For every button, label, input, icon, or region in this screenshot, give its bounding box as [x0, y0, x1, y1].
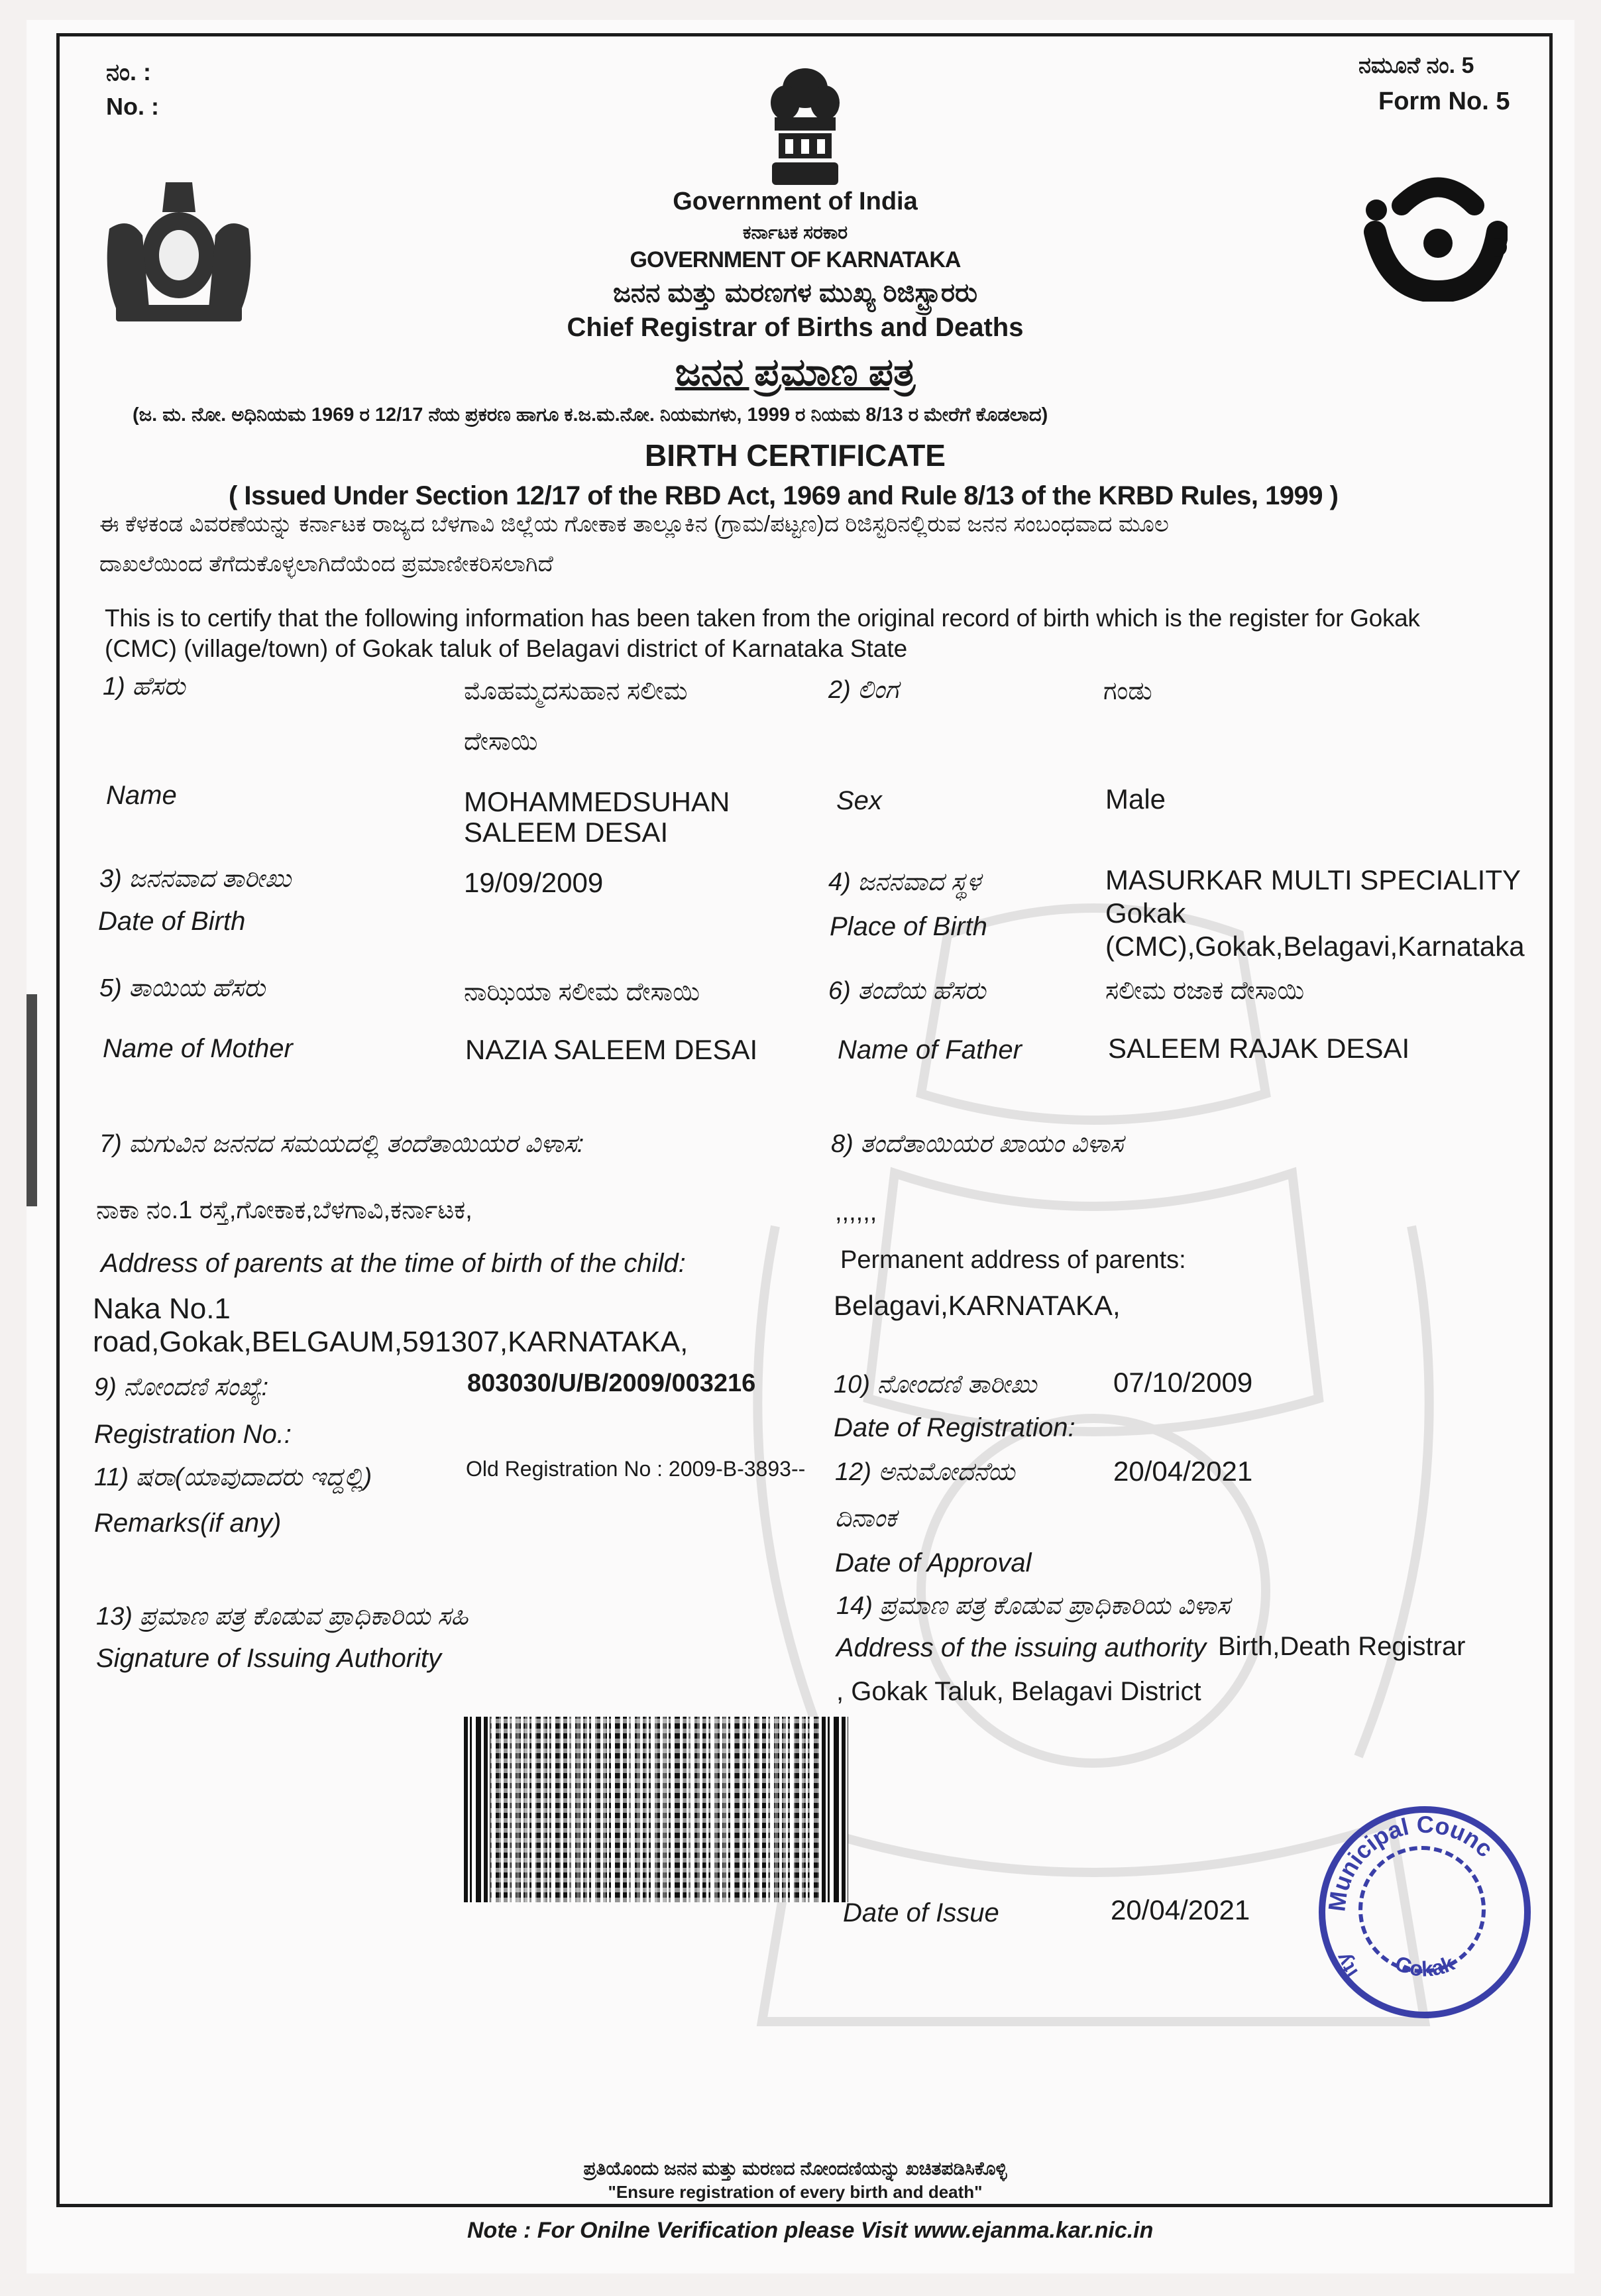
address-permanent-label-kn: 8) ತಂದೆತಾಯಿಯರ ಖಾಯಂ ವಿಳಾಸ [831, 1130, 1124, 1158]
binder-mark [27, 994, 37, 1206]
father-label: Name of Father [838, 1035, 1022, 1064]
authority-value-1: Birth,Death Registrar [1218, 1632, 1466, 1661]
father-value: SALEEM RAJAK DESAI [1108, 1033, 1410, 1064]
address-birth-label-kn: 7) ಮಗುವಿನ ಜನನದ ಸಮಯದಲ್ಲಿ ತಂದೆತಾಯಿಯರ ವಿಳಾಸ: [99, 1130, 584, 1158]
svg-text:ity [1331, 1949, 1362, 1982]
sex-label: Sex [836, 786, 882, 815]
footer-slogan: "Ensure registration of every birth and death" [608, 2182, 983, 2202]
authority-value-2: , Gokak Taluk, Belagavi District [836, 1677, 1201, 1706]
signature-label: Signature of Issuing Authority [96, 1644, 442, 1673]
signature-label-kn: 13) ಪ್ರಮಾಣ ಪತ್ರ ಕೊಡುವ ಪ್ರಾಧಿಕಾರಿಯ ಸಹಿ [96, 1603, 469, 1631]
approval-value: 20/04/2021 [1113, 1456, 1253, 1487]
intro-en-line-1: This is to certify that the following information has been taken from the original record of birth which is the register for Gokak [105, 604, 1420, 632]
gov-india-heading: Government of India [673, 188, 918, 215]
karnataka-gov-kn: ಕರ್ನಾಟಕ ಸರಕಾರ [742, 222, 848, 243]
father-value-kn: ಸಲೀಮ ರಜಾಕ ದೇಸಾಯಿ [1105, 977, 1305, 1005]
pob-value-3: (CMC),Gokak,Belagavi,Karnataka [1105, 931, 1525, 962]
seal-side-text: ity [1331, 1949, 1362, 1982]
registration-no-label: Registration No.: [94, 1420, 292, 1449]
seal-bottom-text: Gokak [1392, 1951, 1458, 1981]
number-label: No. : [106, 93, 159, 120]
mother-label: Name of Mother [103, 1034, 293, 1063]
svg-text:Gokak [1392, 1951, 1458, 1980]
name-label-kn: 1) ಹೆಸರು [103, 673, 186, 701]
mother-label-kn: 5) ತಾಯಿಯ ಹೆಸರು [99, 974, 266, 1002]
address-permanent-label: Permanent address of parents: [840, 1246, 1186, 1274]
mother-value-kn: ನಾಝಿಯಾ ಸಲೀಮ ದೇಸಾಯಿ [464, 978, 700, 1006]
pob-label: Place of Birth [830, 912, 987, 941]
approval-label-kn-2: ದಿನಾಂಕ [835, 1505, 897, 1532]
name-value-1: MOHAMMEDSUHAN [464, 786, 730, 817]
online-verification-note: Note : For Onilne Verification please Visit www.ejanma.kar.nic.in [467, 2218, 1154, 2243]
registration-date-label: Date of Registration: [834, 1413, 1076, 1442]
address-birth-value-kn: ನಾಕಾ ನಂ.1 ರಸ್ತೆ,ಗೋಕಾಕ,ಬೆಳಗಾವಿ,ಕರ್ನಾಟಕ, [96, 1196, 472, 1224]
name-value-2: SALEEM DESAI [464, 817, 669, 848]
name-value-kn-1: ಮೊಹಮ್ಮದಸುಹಾನ ಸಲೀಮ [464, 677, 688, 705]
pob-label-kn: 4) ಜನನವಾದ ಸ್ಥಳ [828, 868, 981, 896]
address-permanent-value-kn: ,,,,,, [835, 1198, 877, 1226]
gov-karnataka-heading: GOVERNMENT OF KARNATAKA [630, 247, 961, 272]
chief-registrar-heading: Chief Registrar of Births and Deaths [567, 313, 1024, 342]
dob-label: Date of Birth [98, 907, 246, 936]
qr-barcode [464, 1717, 848, 1902]
issue-date-label: Date of Issue [843, 1898, 999, 1927]
act-reference-kn: (ಜ. ಮ. ನೋ. ಅಧಿನಿಯಮ 1969 ರ 12/17 ನೆಯ ಪ್ರಕರಣ ಹಾಗೂ ಕ.ಜ.ಮ.ನೋ. ನಿಯಮಗಳು, 1999 ರ ನಿಯಮ 8/13 ರ ಮೇರೆಗೆ ಕೊಡಲಾದ) [133, 404, 1048, 426]
birth-certificate-title: BIRTH CERTIFICATE [644, 438, 946, 473]
remarks-label: Remarks(if any) [94, 1509, 282, 1538]
pob-value-1: MASURKAR MULTI SPECIALITY [1105, 864, 1521, 895]
address-birth-label: Address of parents at the time of birth of the child: [101, 1249, 686, 1278]
footer-kn: ಪ್ರತಿಯೊಂದು ಜನನ ಮತ್ತು ಮರಣದ ನೋಂದಣಿಯನ್ನು ಖಚಿತಪಡಿಸಿಕೊಳ್ಳಿ [583, 2158, 1007, 2179]
karnataka-emblem-icon [103, 176, 255, 328]
remarks-value: Old Registration No : 2009-B-3893-- [466, 1457, 806, 1481]
mother-value: NAZIA SALEEM DESAI [465, 1034, 758, 1065]
intro-en-line-2: (CMC) (village/town) of Gokak taluk of Belagavi district of Karnataka State [105, 635, 908, 662]
issued-under-text: ( Issued Under Section 12/17 of the RBD Act, 1969 and Rule 8/13 of the KRBD Rules, 1999 ) [229, 481, 1339, 510]
sex-value-kn: ಗಂಡು [1103, 677, 1152, 705]
name-value-kn-2: ದೇಸಾಯಿ [464, 728, 538, 756]
remarks-label-kn: 11) ಷರಾ(ಯಾವುದಾದರು ಇದ್ದಲ್ಲಿ) [94, 1464, 372, 1491]
ejanma-logo-icon [1362, 169, 1508, 302]
registration-date-label-kn: 10) ನೋಂದಣಿ ತಾರೀಖು [834, 1371, 1037, 1399]
birth-certificate-kn-title: ಜನನ ಪ್ರಮಾಣ ಪತ್ರ [675, 351, 916, 394]
sex-label-kn: 2) ಲಿಂಗ [828, 676, 899, 704]
name-label: Name [106, 781, 177, 810]
form-number: Form No. 5 [1378, 87, 1510, 115]
seal-top-text: Municipal Counc [1323, 1810, 1499, 1913]
father-label-kn: 6) ತಂದೆಯ ಹೆಸರು [828, 977, 986, 1005]
registration-no-value: 803030/U/B/2009/003216 [467, 1369, 756, 1397]
chief-registrar-kn: ಜನನ ಮತ್ತು ಮರಣಗಳ ಮುಖ್ಯ ರಿಜಿಸ್ಟ್ರಾರರು [613, 278, 977, 308]
dob-label-kn: 3) ಜನನವಾದ ತಾರೀಖು [99, 865, 292, 893]
authority-label-kn: 14) ಪ್ರಮಾಣ ಪತ್ರ ಕೊಡುವ ಪ್ರಾಧಿಕಾರಿಯ ವಿಳಾಸ [836, 1592, 1230, 1620]
address-permanent-value: Belagavi,KARNATAKA, [834, 1290, 1121, 1321]
dob-value: 19/09/2009 [464, 867, 604, 898]
number-label-kn: ನಂ. : [106, 58, 151, 86]
intro-kn-line-1: ಈ ಕೆಳಕಂಡ ವಿವರಣೆಯನ್ನು ಕರ್ನಾಟಕ ರಾಜ್ಯದ ಬೆಳಗಾವಿ ಜಿಲ್ಲೆಯ ಗೋಕಾಕ ತಾಲ್ಲೂಕಿನ (ಗ್ರಾಮ/ಪಟ್ಟಣ)ದ ರಿಜಿಸ್ಟರಿನಲ್ಲಿರುವ ಜನನ ಸಂಬಂಧವಾದ ಮೂಲ [99, 512, 1169, 537]
sex-value: Male [1105, 783, 1166, 815]
authority-label: Address of the issuing authority [836, 1633, 1207, 1662]
address-birth-value-2: road,Gokak,BELGAUM,591307,KARNATAKA, [93, 1326, 689, 1358]
approval-label-kn-1: 12) ಅನುಮೋದನೆಯ [835, 1458, 1015, 1486]
approval-label: Date of Approval [835, 1548, 1032, 1578]
national-emblem-icon [765, 63, 845, 189]
address-birth-value-1: Naka No.1 [93, 1292, 231, 1325]
municipal-seal-text [1319, 1806, 1531, 2018]
form-number-kn: ನಮೂನೆ ನಂ. 5 [1358, 53, 1474, 78]
pob-value-2: Gokak [1105, 897, 1186, 929]
intro-kn-line-2: ದಾಖಲೆಯಿಂದ ತೆಗೆದುಕೊಳ್ಳಲಾಗಿದೆಯೆಂದ ಪ್ರಮಾಣೀಕರಿಸಲಾಗಿದೆ [99, 551, 553, 577]
svg-text:Municipal Counc [1323, 1811, 1498, 1913]
registration-no-label-kn: 9) ನೋಂದಣಿ ಸಂಖ್ಯೆ: [94, 1373, 269, 1401]
issue-date-value: 20/04/2021 [1111, 1894, 1250, 1925]
registration-date-value: 07/10/2009 [1113, 1367, 1253, 1398]
